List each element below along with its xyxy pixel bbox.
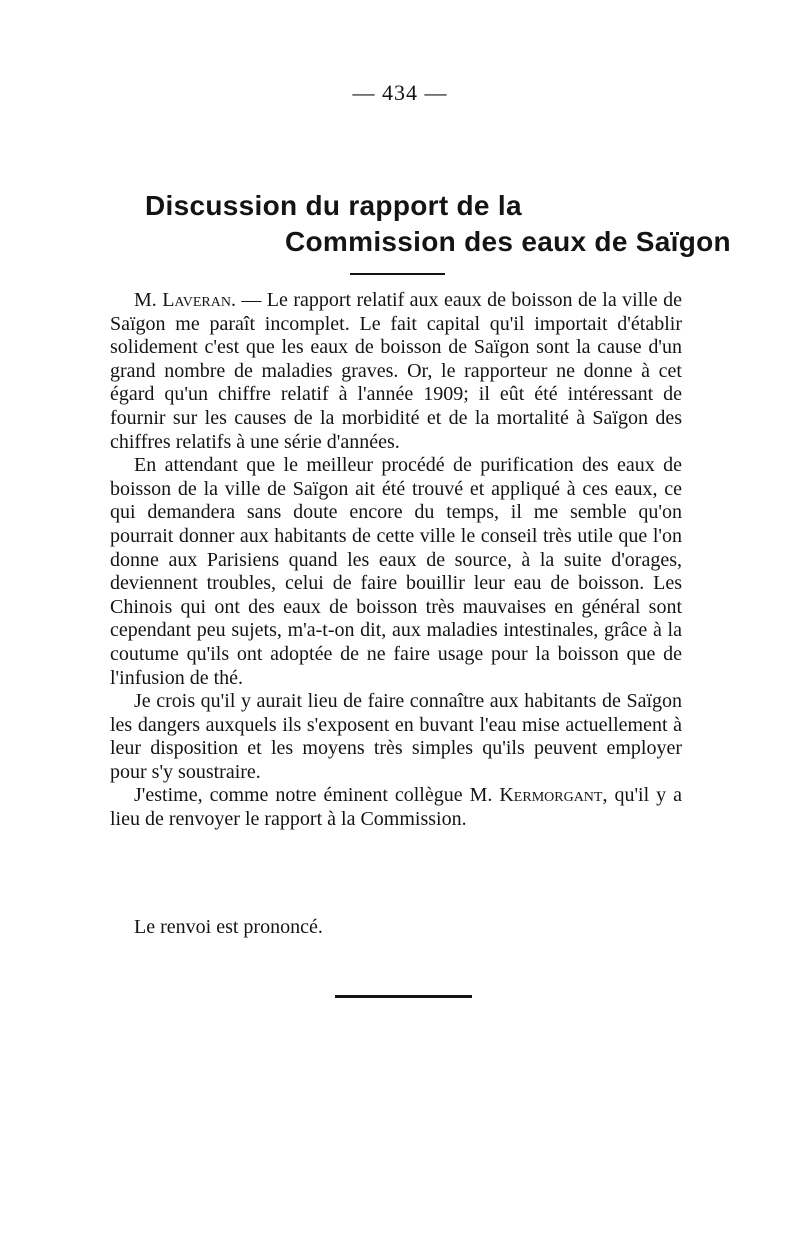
paragraph-1-text: — Le rapport relatif aux eaux de boisson de la ville de Saïgon me paraît incomplet. Le fait capital qu'il importait d'établir solidement c'est que les eaux de boisson de Saïgon sont la cause d'un grand nombre de maladies graves. Or, le rapporteur ne donne à cet égard qu'un chiffre relatif à l'année 1909; il eût été intéressant de fournir sur les causes de la morbidité et de la mortalité à Saïgon des chiffres relatifs à une série d'années.: [110, 289, 682, 453]
body-text: [110, 289, 682, 832]
paragraph-1: [110, 289, 682, 454]
paragraph-4: [110, 784, 682, 831]
paragraph-3: Je crois qu'il y aurait lieu de faire connaître aux habitants de Saïgon les dangers auxquels ils s'exposent en buvant l'eau mise actuellement à leur disposition et les moyens très simples qu'ils peuvent employer pour s'y soustraire.: [110, 690, 682, 783]
section-title-line-1: Discussion du rapport de la: [145, 190, 522, 221]
verdict-line: Le renvoi est prononcé.: [134, 916, 323, 938]
page-number: — 434 —: [352, 80, 448, 105]
paragraph-4-text-after: , qu'il y a lieu de renvoyer le rapport à la Commission.: [110, 784, 683, 831]
paragraph-4-text-before: J'estime, comme notre éminent collègue M.: [134, 784, 500, 807]
paragraph-2: En attendant que le meilleur procédé de purification des eaux de boisson de la ville de Saïgon ait été trouvé et appliqué à ces eaux, ce qui demandera sans doute encore du temps, il me semble qu'on pourrait donner aux habitants de cette ville le conseil très utile que l'on donne aux Parisiens quand les eaux de source, à la suite d'orages, deviennent troubles, celui de faire bouillir leur eau de boisson. Les Chinois qui ont des eaux de boisson très mauvaises en général sont cependant peu sujets, m'a-t-on dit, aux maladies intestinales, grâce à la coutume qu'ils ont adoptée de ne faire usage pour la boisson que de l'infusion de thé.: [110, 454, 682, 689]
speaker-name: M. Laveran.: [134, 289, 236, 311]
colleague-name: Kermorgant: [499, 784, 603, 807]
title-divider: [350, 273, 445, 275]
section-title-line-2: Commission des eaux de Saïgon: [285, 226, 731, 257]
end-divider: [335, 995, 472, 998]
